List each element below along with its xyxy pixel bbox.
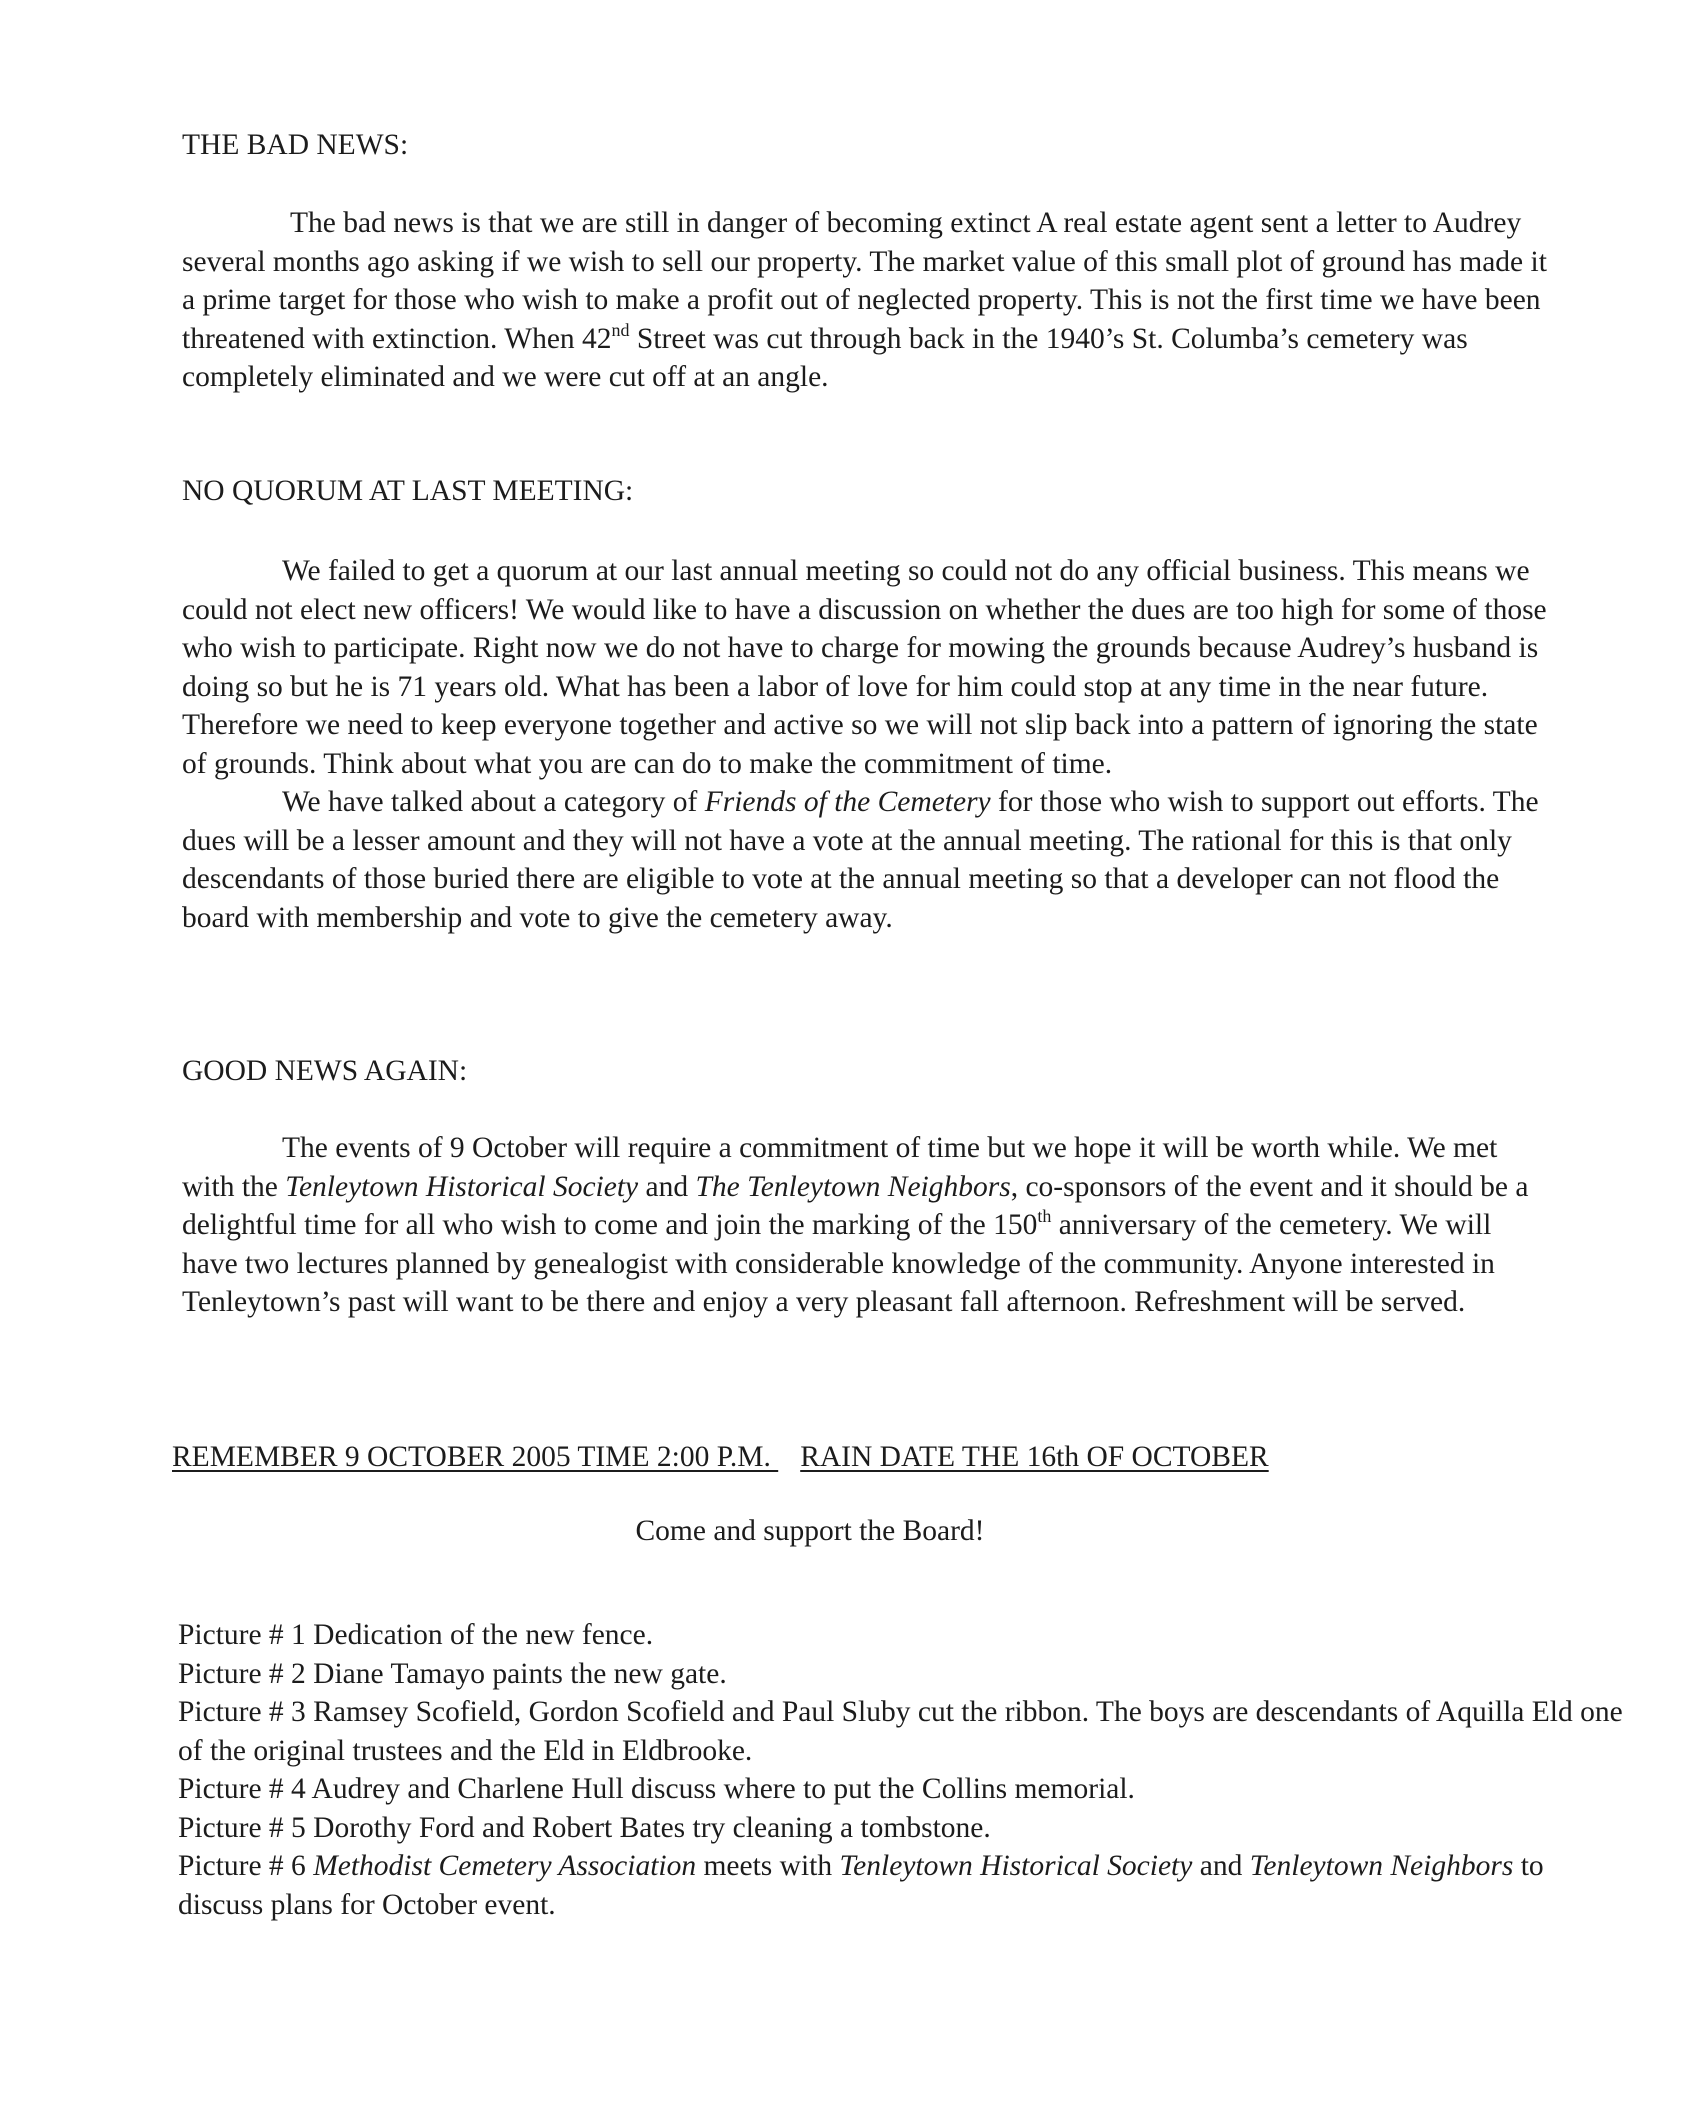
bad-news-text: The bad news is that we are still in danger of becoming extinct A real estate agent sent a letter to Audrey several months ago asking if we wish to sell our property. The market value of this small plot of ground has made it a prime target for those who wish to make a profit out of neglected property. This is not the first time we have been threatened with extinction. When 42: [182, 207, 1547, 355]
picture-captions: [178, 1616, 1628, 1924]
good-news-text-a: The events of 9 October will require a commitment of time but we hope it will be worth while. We met with the: [182, 1132, 1498, 1203]
historical-society-italic-2: Tenleytown Historical Society: [839, 1850, 1193, 1882]
section-good-news: [182, 1129, 1554, 1322]
historical-society-italic: Tenleytown Historical Society: [285, 1170, 639, 1203]
picture6-suffix: to discuss plans for October event.: [178, 1850, 1544, 1921]
picture-caption: Picture # 4 Audrey and Charlene Hull discuss where to put the Collins memorial.: [178, 1773, 1135, 1805]
picture-caption: Picture # 1 Dedication of the new fence.: [178, 1619, 654, 1651]
picture-caption-6: [178, 1847, 1628, 1924]
section-no-quorum: [182, 552, 1562, 937]
paragraph-no-quorum-1: We failed to get a quorum at our last annual meeting so could not do any official business. This means we could not elect new officers! We would like to have a discussion on whether the dues are too high for some of those who wish to participate. Right now we do not have to charge for mowing the grounds because Audrey’s husband is doing so but he is 71 years old. What has been a labor of love for him could stop at any time in the near future. Therefore we need to keep everyone together and active so we will not slip back into a pattern of ignoring the state of grounds. Think about what you are can do to make the commitment of time.: [182, 555, 1547, 780]
support-line: Come and support the Board!: [635, 1515, 985, 1547]
heading-bad-news: THE BAD NEWS:: [182, 129, 409, 161]
picture-caption: Picture # 2 Diane Tamayo paints the new gate.: [178, 1657, 727, 1690]
friends-text-a: We have talked about a category of: [282, 786, 705, 818]
superscript-nd: nd: [611, 319, 630, 340]
paragraph-good-news: [182, 1129, 1554, 1322]
picture6-prefix: Picture # 6: [178, 1850, 314, 1882]
heading-no-quorum: NO QUORUM AT LAST MEETING:: [182, 475, 634, 507]
good-news-text-b: and: [638, 1170, 696, 1203]
paragraph-no-quorum-2: [182, 783, 1562, 937]
paragraph-bad-news: [182, 204, 1554, 397]
good-news-text-c: , co-sponsors of the event and it should be a delightful time for all who wish to come and join the marking of the 150: [182, 1170, 1529, 1241]
picture-caption: Picture # 3 Ramsey Scofield, Gordon Scofield and Paul Sluby cut the ribbon. The boys are descendants of Aquilla Eld one of the original trustees and the Eld in Eldbrooke.: [178, 1696, 1623, 1767]
good-news-text-d: anniversary of the cemetery. We will have two lectures planned by genealogist with considerable knowledge of the community. Anyone interested in Tenleytown’s past will want to be there and enjoy a very pleasant fall afternoon. Refreshment will be served.: [182, 1209, 1495, 1318]
methodist-association-italic: Methodist Cemetery Association: [313, 1850, 697, 1882]
picture6-mid2: and: [1192, 1850, 1250, 1882]
friends-of-cemetery-italic: Friends of the Cemetery: [704, 786, 991, 818]
superscript-th: th: [1037, 1206, 1052, 1226]
remember-date-time: REMEMBER 9 OCTOBER 2005 TIME 2:00 P.M.: [172, 1441, 779, 1473]
tenleytown-neighbors-italic: The Tenleytown Neighbors: [695, 1170, 1011, 1203]
heading-good-news: GOOD NEWS AGAIN:: [182, 1055, 468, 1087]
remember-rain-date: RAIN DATE THE 16th OF OCTOBER: [800, 1441, 1269, 1473]
picture6-mid1: meets with: [696, 1850, 840, 1882]
section-bad-news: [182, 204, 1554, 397]
tenleytown-neighbors-italic-2: Tenleytown Neighbors: [1249, 1850, 1514, 1882]
friends-text-b: for those who wish to support out efforts. The dues will be a lesser amount and they will not have a vote at the annual meeting. The rational for this is that only descendants of those buried there are eligible to vote at the annual meeting so that a developer can not flood the board with membership and vote to give the cemetery away.: [182, 786, 1539, 934]
picture-caption: Picture # 5 Dorothy Ford and Robert Bates try cleaning a tombstone.: [178, 1811, 991, 1844]
bad-news-text-tail: Street was cut through back in the 1940’s St. Columba’s cemetery was completely eliminated and we were cut off at an angle.: [182, 322, 1468, 393]
remember-line: [172, 1438, 1572, 1477]
